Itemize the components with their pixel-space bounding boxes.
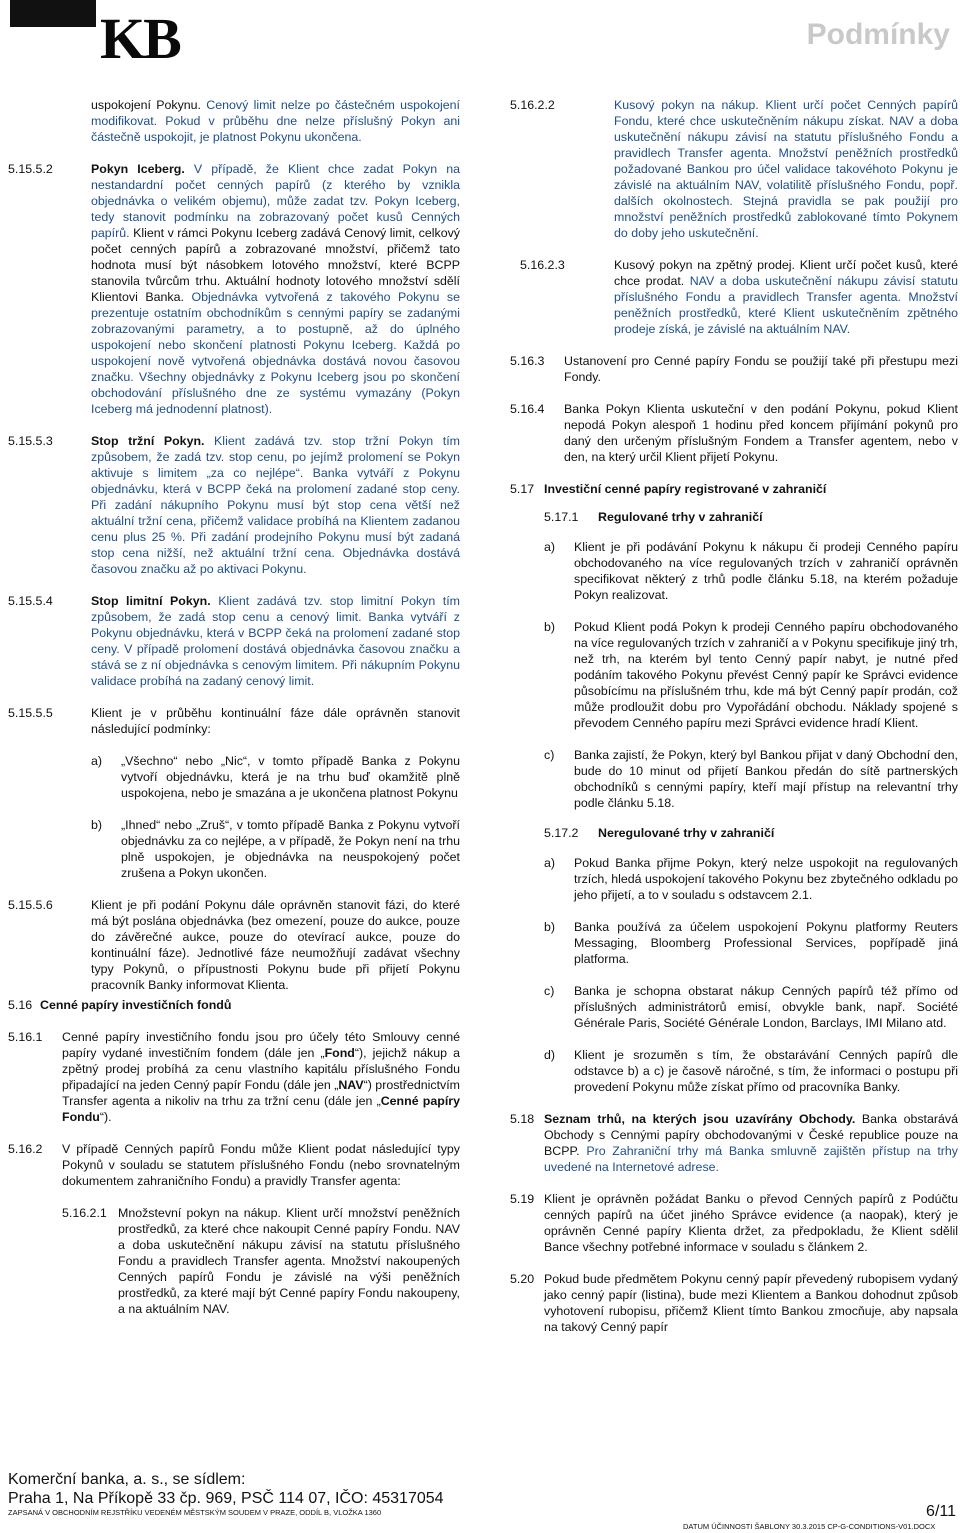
list-text: Pokud Banka přijme Pokyn, který nelze uspokojit na regulovaných trzích, hledá uspokojení takového Pokynu bez zbytečného odkladu po jeho přijetí, a to v souladu s odstavcem 2.1.	[574, 856, 958, 902]
section-number: 5.19	[510, 1192, 535, 1206]
section-title: Pokyn Iceberg.	[91, 162, 185, 176]
list-item	[544, 855, 958, 903]
text-plain: V případě Cenných papírů Fondu může Klient podat následující typy Pokynů v souladu se statutem příslušného Fondu (nebo srovnatelným dokumentem zahraničního Fondu) a pravidly Transfer agenta:	[62, 1142, 460, 1188]
section-5-16-3	[510, 353, 958, 385]
section-5-15-5-2	[8, 161, 460, 417]
text-plain: Klient v rámci Pokynu Iceberg zadává Cenový limit, celkový počet cenných papírů a zobrazované množství, přičemž tato hodnota musí být násobkem lotového množství, které BCPP stanovila tvůrcům trhu. Aktuální hodnoty lotového množství sdělí Klientovi Banka.	[91, 226, 461, 304]
text-plain: Klient je v průběhu kontinuální fáze dále oprávněn stanovit následující podmínky:	[91, 706, 460, 736]
section-number: 5.20	[510, 1272, 535, 1286]
text-plain: Cenné papíry investičního fondu jsou pro účely této Smlouvy cenné papíry vydané investičním fondem (dále jen „	[62, 1030, 460, 1060]
list-marker: b)	[91, 818, 103, 832]
section-number: 5.15.5.6	[8, 898, 53, 912]
text-blue: Kusový pokyn na nákup. Klient určí počet Cenných papírů Fondu, které chce uskutečněním nákupu získat. NAV a doba uskutečnění nákupu závisí na statutu příslušného Fondu a pravidlech Transfer agenta. Množství peněžních prostředků požadované Bankou pro účel validace takovéhoto Pokynu je závislé na aktuálním NAV, volatilitě příslušného Fondu, popř. dalších okolnostech.	[614, 98, 958, 208]
text-plain: Ustanovení pro Cenné papíry Fondu se použijí také při přestupu mezi Fondy.	[564, 354, 958, 384]
section-number: 5.15.5.4	[8, 594, 53, 608]
list-marker: a)	[544, 540, 556, 554]
section-5-18	[510, 1111, 958, 1175]
section-number: 5.15.5.2	[8, 162, 53, 176]
list-marker: b)	[544, 620, 556, 634]
text-blue: Stejná pravidla se pak použijí pro množství peněžních prostředků zablokované tímto Pokynem do doby jeho uskutečnění.	[614, 194, 958, 240]
list-marker: a)	[544, 856, 556, 870]
text-blue: Pro Zahraniční trhy má Banka smluvně zajištěn přístup na trhy uvedené na Internetové adrese.	[544, 1144, 958, 1174]
list-item	[544, 1047, 958, 1095]
list-text: „Všechno“ nebo „Nic“, v tomto případě Banka z Pokynu vytvoří objednávku, která je na trhu buď okamžitě plně uspokojena, nebo je smazána a je ukončena platnost Pokynu	[121, 754, 460, 800]
subsection-heading	[544, 509, 958, 525]
document-title: Podmínky	[806, 18, 950, 51]
list-item	[544, 619, 958, 731]
text-blue: Objednávka vytvořená z takového Pokynu se prezentuje ostatním obchodníkům s cennými papíry se zadanými zobrazovanými parametry, a to postupně, až do úplného uspokojení nebo skončení platnosti Pokynu Iceberg. Každá po uspokojení nově vytvořená objednávka dostává novou časovou značku.	[91, 290, 460, 384]
section-number: 5.15.5.5	[8, 706, 53, 720]
list-marker: a)	[91, 754, 103, 768]
section-title: Neregulované trhy v zahraničí	[598, 826, 775, 840]
intro-plain: uspokojení Pokynu.	[91, 98, 201, 112]
text-blue: Všechny objednávky z Pokynu Iceberg jsou po skončení obchodování příslušného dne ze systému vymazány (Pokyn Iceberg má jednodenní platnost).	[91, 370, 460, 416]
list-marker: c)	[544, 984, 555, 998]
subsection-heading	[544, 825, 958, 841]
list-text: Klient je srozuměn s tím, že obstarávání Cenných papírů dle odstavce b) a c) je časově náročné, s tím, že informaci o postupu při provedení Pokynu může získat přímo od pracovníka Banky.	[574, 1048, 958, 1094]
section-number: 5.17.2	[544, 826, 579, 840]
section-5-16-2-2	[510, 97, 958, 241]
list-text: Banka zajistí, že Pokyn, který byl Bankou přijat v daný Obchodní den, bude do 10 minut od přijetí Bankou předán do sítě partnerských obchodníků s cennými papíry, kteří mají přístup na relevantní trhy podle článku 5.18.	[574, 748, 958, 810]
section-number: 5.16	[8, 998, 33, 1012]
text-plain: Množstevní pokyn na nákup. Klient určí množství peněžních prostředků, za které chce nakoupit Cenné papíry Fondu. NAV a doba uskutečnění nákupu závisí na statutu příslušného Fondu a pravidlech Transfer agenta. Množství nakoupených Cenných papírů Fondu je závislé na výši peněžních prostředků, za které mají být Cenné papíry Fondu nakoupeny, a na aktuálním NAV.	[118, 1206, 460, 1316]
right-column	[510, 97, 958, 1335]
section-5-16-4	[510, 401, 958, 465]
text-plain: Kusový pokyn na zpětný prodej. Klient určí počet kusů, které chce prodat.	[614, 258, 958, 288]
list-item	[544, 919, 958, 967]
text-plain: “), jejichž nákup a zpětný prodej probíhá za cenu vlastního kapitálu příslušného Fondu připadající na jeden Cenný papír Fondu (dále jen „	[62, 1046, 460, 1092]
footer-company: Komerční banka, a. s., se sídlem:	[8, 1471, 246, 1488]
page-number: 6/11	[926, 1503, 956, 1520]
section-5-17-2	[510, 825, 958, 1095]
list-text: Pokud Klient podá Pokyn k prodeji Cenného papíru obchodovaného na více regulovaných trzích v zahraničí a v Pokynu specifikuje jiný trh, než trh, na kterém byl tento Cenný papír nabyt, je nutné před podáním takového Pokynu převést Cenný papír ke Správci evidence působícímu na příslušném trhu, kde má být Cenný papír prodán, což může prodloužit dobu pro Vypořádání obchodu. Náklady spojené s převodem Cenného papíru mezi Správci evidence hradí Klient.	[574, 620, 958, 730]
term-nav: NAV	[338, 1078, 364, 1092]
text-plain: Banka Pokyn Klienta uskuteční v den podání Pokynu, pokud Klient nepodá Pokyn alespoň 1 hodinu před koncem přijímání pokynů pro daný den určeným příslušným Fondem a Transfer agentem, nebo v den, na který určil Klient přijetí Pokynu.	[564, 402, 958, 464]
footer-registry: ZAPSANÁ V OBCHODNÍM REJSTŘÍKU VEDENÉM MĚSTSKÝM SOUDEM V PRAZE, ODDÍL B, VLOŽKA 1360	[8, 1508, 382, 1517]
list-item	[544, 983, 958, 1031]
section-title: Regulované trhy v zahraničí	[598, 510, 763, 524]
footer-template-date: DATUM ÚČINNOSTI ŠABLONY 30.3.2015 CP-G-CONDITIONS-V01.DOCX	[683, 1522, 936, 1531]
text-blue: Pokyn Iceberg, tedy stanovit podmínku na zobrazovaný počet kusů Cenných papírů.	[91, 194, 460, 240]
kb-logo-bar	[10, 0, 96, 27]
page-footer	[8, 1470, 956, 1518]
list-marker: b)	[544, 920, 556, 934]
list-item	[91, 817, 460, 881]
section-number: 5.16.2.1	[62, 1206, 107, 1220]
section-number: 5.15.5.3	[8, 434, 53, 448]
text-blue: Klient zadává tzv. stop tržní Pokyn tím způsobem, že zadá tzv. stop cenu, po jejímž prolomení se Pokyn aktivuje s limitem „za co nejlépe“. Banka vytváří z Pokynu objednávku, která v BCPP čeká na prolomení zadané stop ceny. Při zadání nákupního Pokynu musí být stop cena větší než aktuální tržní cena, přičemž validace probíhá na Klientem zadanou cenu plus 25 %. Při zadání prodejního Pokynu musí být zadaná stop cena nižší, než aktuální tržní cena. Objednávka dostává časovou značku až po aktivaci Pokynu.	[91, 434, 460, 576]
list-item	[91, 753, 460, 801]
section-title: Stop tržní Pokyn.	[91, 434, 205, 448]
section-5-17-1	[510, 509, 958, 811]
section-5-15-5-5	[8, 705, 460, 881]
text-blue: V případě, že Klient chce zadat Pokyn na nestandardní počet cenných papírů (z kterého by vznikla objednávka o velikém objemu), může zadat tzv.	[91, 162, 460, 208]
section-number: 5.16.1	[8, 1030, 43, 1044]
list-text: Banka je schopna obstarat nákup Cenných papírů též přímo od příslušných administrátorů emisí, obvykle bank, např. Société Générale Paris, Société Générale London, Barclays, IMI Milano atd.	[574, 984, 958, 1030]
section-number: 5.16.2	[8, 1142, 43, 1156]
intro-block	[8, 97, 460, 145]
term-cenne-papiry-fondu: Cenné papíry Fondu	[62, 1094, 460, 1124]
section-5-17	[510, 481, 958, 497]
text-plain: Pokud bude předmětem Pokynu cenný papír převedený rubopisem vydaný jako cenný papír (listina), bude mezi Klientem a Bankou dohodnut způsob vyhotovení rubopisu, přičemž Klient tímto Bankou zmocňuje, aby napsala na takový Cenný papír	[544, 1272, 958, 1334]
section-5-15-5-3	[8, 433, 460, 577]
text-blue: Klient zadává tzv. stop limitní Pokyn tím způsobem, že zadá stop cenu a cenový limit. Banka vytváří z Pokynu objednávku, která v BCPP čeká na prolomení zadané stop ceny. V případě prolomení dostává objednávka časovou značku a stává se z ní objednávka s cenovým limitem. Při nákupním Pokynu validace probíhá na zadaný cenový limit.	[91, 594, 460, 688]
section-title: Stop limitní Pokyn.	[91, 594, 211, 608]
section-title: Investiční cenné papíry registrované v zahraničí	[544, 482, 827, 496]
intro-blue: Cenový limit nelze po částečném uspokojení modifikovat. Pokud v průběhu dne nelze příslušný Pokyn ani částečně uspokojit, je platnost Pokynu ukončena.	[91, 98, 461, 144]
text-plain: Banka obstarává Obchody s Cennými papíry obchodovanými v České republice pouze na BCPP.	[544, 1112, 958, 1158]
section-5-15-5-6	[8, 897, 460, 993]
section-5-16-2	[8, 1141, 460, 1317]
text-plain: “) prostřednictvím Transfer agenta a nikoliv na trhu za tržní cenu (dále jen „	[62, 1078, 460, 1108]
list-marker: c)	[544, 748, 555, 762]
list-item	[544, 747, 958, 811]
text-plain: Klient je oprávněn požádat Banku o převod Cenných papírů z Podúčtu cenných papírů na účet jiného Správce evidence (a naopak), který je oprávněn Cenné papíry Klienta držet, za předpokladu, že Klient sdělil Bance všechny potřebné informace v souladu s článkem 2.	[544, 1192, 958, 1254]
section-title: Seznam trhů, na kterých jsou uzavírány Obchody.	[544, 1112, 856, 1126]
section-5-15-5-4	[8, 593, 460, 689]
section-number: 5.17.1	[544, 510, 579, 524]
subsection-5-16-2-1	[62, 1205, 460, 1317]
list-text: „Ihned“ nebo „Zruš“, v tomto případě Banka z Pokynu vytvoří objednávku za co nejlépe, a v případě, že Pokyn není na trhu plně uspokojen, je objednávka na neuspokojený počet zrušena a Pokyn ukončen.	[121, 818, 460, 880]
footer-address: Praha 1, Na Příkopě 33 čp. 969, PSČ 114 07, IČO: 45317054	[8, 1490, 444, 1507]
list-text: Klient je při podávání Pokynu k nákupu či prodeji Cenného papíru obchodovaného na více regulovaných trzích v zahraničí oprávněn specifikovat některý z trhů podle článku 5.18, na kterém požaduje Pokyn realizovat.	[574, 540, 958, 602]
left-column	[8, 97, 460, 1317]
section-number: 5.16.3	[510, 354, 545, 368]
list-marker: d)	[544, 1048, 556, 1062]
section-5-16	[8, 997, 460, 1013]
section-number: 5.16.2.2	[510, 98, 555, 112]
section-number: 5.16.2.3	[520, 258, 565, 272]
section-number: 5.16.4	[510, 402, 545, 416]
page-header	[0, 0, 960, 72]
kb-logo-text: KB	[100, 6, 180, 71]
section-5-16-1	[8, 1029, 460, 1125]
section-5-16-2-3	[510, 257, 958, 337]
section-title: Cenné papíry investičních fondů	[40, 998, 232, 1012]
section-5-20	[510, 1271, 958, 1335]
list-item	[544, 539, 958, 603]
section-5-19	[510, 1191, 958, 1255]
term-fond: Fond	[324, 1046, 355, 1060]
list-text: Banka používá za účelem uspokojení Pokynu platformy Reuters Messaging, Bloomberg Professional Services, popřípadě jiná platforma.	[574, 920, 958, 966]
section-number: 5.17	[510, 482, 535, 496]
text-blue: NAV a doba uskutečnění nákupu závisí statutu příslušného Fondu a pravidlech Transfer agenta. Množství peněžních prostředků, které Klient uskutečněním zpětného prodeje získá, je závislé na aktuálním NAV.	[614, 274, 958, 336]
text-plain: Klient je při podání Pokynu dále oprávněn stanovit fázi, do které má být poslána objednávka (bez omezení, pouze do aukce, pouze do závěrečné aukce, pouze do otevírací aukce, pouze do kontinuální fáze). Jednotlivé fáze neumožňují zadávat všechny typy Pokynů, o přípustnosti Pokynu bude při přijetí Pokynu pracovník Banky informovat Klienta.	[91, 898, 460, 992]
section-number: 5.18	[510, 1112, 535, 1126]
text-plain: “).	[99, 1110, 112, 1124]
